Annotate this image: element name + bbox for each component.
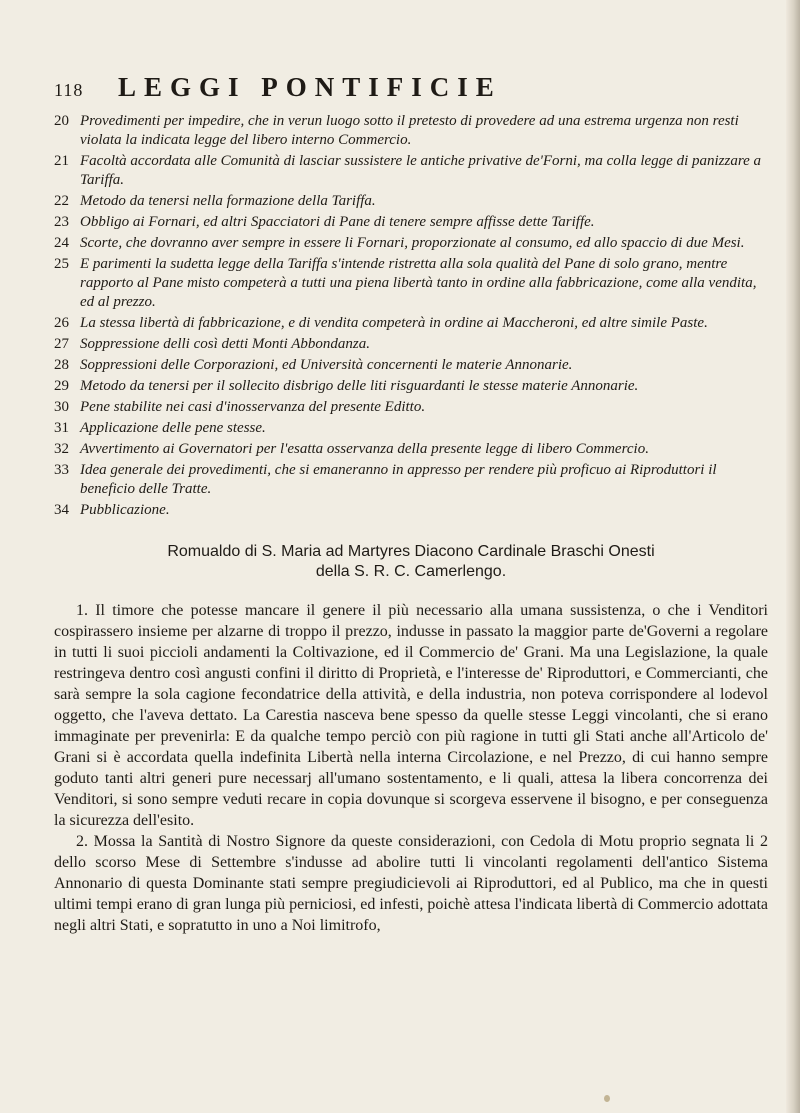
summary-item [54, 356, 768, 375]
page-number: 118 [54, 80, 84, 100]
summary-item-text: Pene stabilite nei casi d'inosservanza del presente Editto. [80, 399, 426, 415]
paragraph-1: 1. Il timore che potesse mancare il genere il più necessario alla umana sussistenza, o che i Venditori cospirassero insieme per alzarne di troppo il prezzo, indusse in passato la maggior parte de'Governi a regolare in tutti li suoi piccioli andamenti la Coltivazione, ed il Commercio de' Grani. Ma una Legislazione, la quale restringeva dentro così angusti confini il diritto di Proprietà, e l'interesse de' Riproduttori, e Commercianti, che sarà sempre la sola cagione fecondatrice della attività, e della industria, non poteva corrispondere al lodevol oggetto, che l'aveva dettato. La Carestia nasceva bene spesso da quelle stesse Leggi vincolanti, che si erano immaginate per prevenirla: E da qualche tempo perciò con più ragione in tutti gli Stati anche all'Articolo de' Grani si è accordata quella indefinita Libertà nella interna Circolazione, e nel Prezzo, di cui hanno sempre goduto tanti altri generi pure necessarj all'umano sostentamento, e li quali, attesa la libera concorrenza dei Venditori, si sono sempre veduti recare in copia dovunque si scorgeva esservene il bisogno, e per conseguenza la sicurezza dell'esito. [54, 602, 768, 829]
signature-block [54, 542, 768, 582]
summary-item-text: Facoltà accordata alle Comunità di lasciar sussistere le antiche privative de'Forni, ma colla legge di panizzare a Tariffa. [80, 153, 762, 188]
summary-item-text: Avvertimento ai Governatori per l'esatta osservanza della presente legge di libero Commercio. [80, 441, 649, 457]
summary-item [54, 501, 768, 520]
summary-item [54, 461, 768, 499]
summary-item-number: 33 [54, 462, 69, 478]
summary-item-number: 28 [54, 357, 69, 373]
summary-item-number: 30 [54, 399, 69, 415]
summary-item-text: Soppressione delli così detti Monti Abbondanza. [80, 336, 370, 352]
summary-item [54, 335, 768, 354]
summary-item [54, 152, 768, 190]
summary-item-text: Pubblicazione. [80, 502, 170, 518]
summary-item-text: Scorte, che dovranno aver sempre in essere li Fornari, proporzionate al consumo, ed allo spaccio di due Mesi. [80, 235, 745, 251]
summary-item [54, 314, 768, 333]
summary-item-text: Provedimenti per impedire, che in verun luogo sotto il pretesto di provedere ad una estrema urgenza non resti violata la indicata legge del libero interno Commercio. [80, 113, 739, 148]
body-text [54, 600, 768, 936]
summary-item-number: 24 [54, 235, 69, 251]
summary-item-text: Obbligo ai Fornari, ed altri Spacciatori di Pane di tenere sempre affisse dette Tariffe. [80, 214, 595, 230]
summary-item [54, 398, 768, 417]
summary-item-number: 21 [54, 153, 69, 169]
summary-item-text: La stessa libertà di fabbricazione, e di vendita competerà in ordine ai Maccheroni, ed altre simile Paste. [80, 315, 708, 331]
summary-item-text: Applicazione delle pene stesse. [80, 420, 266, 436]
summary-item-number: 22 [54, 193, 69, 209]
signature-line-title: della S. R. C. Camerlengo. [315, 563, 507, 580]
page-header [54, 72, 768, 106]
summary-item [54, 112, 768, 150]
summary-item-text: Soppressioni delle Corporazioni, ed Università concernenti le materie Annonarie. [80, 357, 573, 373]
ink-spot [604, 1095, 610, 1102]
summary-item-number: 29 [54, 378, 69, 394]
summary-item-number: 32 [54, 441, 69, 457]
summary-item-number: 27 [54, 336, 69, 352]
summary-item [54, 213, 768, 232]
summary-item [54, 419, 768, 438]
summary-item [54, 440, 768, 459]
signature-line-name: Romualdo di S. Maria ad Martyres Diacono Cardinale Braschi Onesti [167, 543, 655, 560]
summary-item-text: Metodo da tenersi nella formazione della Tariffa. [80, 193, 376, 209]
summary-item-number: 34 [54, 502, 69, 518]
summary-item-text: Metodo da tenersi per il sollecito disbrigo delle liti risguardanti le stesse materie Annonarie. [80, 378, 639, 394]
summary-item [54, 192, 768, 211]
summary-item-number: 20 [54, 113, 69, 129]
page-edge-shadow [786, 0, 800, 1113]
summary-item-number: 25 [54, 256, 69, 272]
book-page [54, 72, 768, 936]
summary-list [54, 112, 768, 520]
summary-item [54, 377, 768, 396]
summary-item [54, 255, 768, 312]
running-title: LEGGI PONTIFICIE [118, 72, 502, 102]
summary-item-text: E parimenti la sudetta legge della Tariffa s'intende ristretta alla sola qualità del Pane di solo grano, mentre rapporto al Pane misto competerà a tutti una piena libertà tanto in ordine alla fabbricazione, come alla vendita, ed al prezzo. [80, 256, 757, 310]
paragraph-2: 2. Mossa la Santità di Nostro Signore da queste considerazioni, con Cedola di Motu proprio segnata li 2 dello scorso Mese di Settembre s'indusse ad abolire tutti li vincolanti regolamenti dell'antico Sistema Annonario di questa Dominante stati sempre pregiudicievoli ai Riproduttori, ed al Publico, ma che in questi ultimi tempi erano di gran lunga più perniciosi, ed infesti, poichè attesa l'indicata libertà di Commercio adottata negli altri Stati, e sopratutto in uno a Noi limitrofo, [54, 833, 768, 934]
summary-item [54, 234, 768, 253]
summary-item-number: 31 [54, 420, 69, 436]
summary-item-text: Idea generale dei provedimenti, che si emaneranno in appresso per rendere più proficuo ai Riproduttori il beneficio delle Tratte. [80, 462, 717, 497]
summary-item-number: 23 [54, 214, 69, 230]
summary-item-number: 26 [54, 315, 69, 331]
